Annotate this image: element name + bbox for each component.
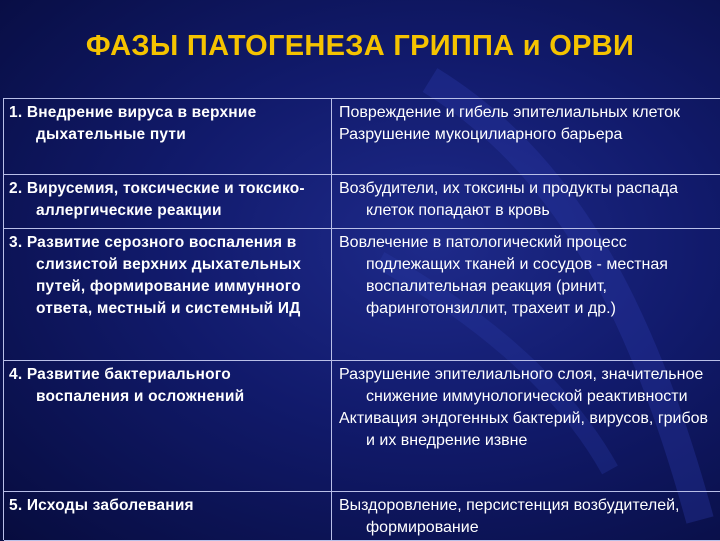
effect-text: Повреждение и гибель эпителиальных клеток <box>339 104 681 121</box>
effects-cell-1 <box>332 99 720 175</box>
phase-cell-1 <box>4 99 332 175</box>
phase-cell-2 <box>4 175 332 229</box>
effects-cell-2 <box>332 175 720 229</box>
effect-text: Активация эндогенных бактерий, вирусов, грибов и их внедрение извне <box>339 410 709 449</box>
phase-cell-4 <box>4 361 332 492</box>
slide-title: ФАЗЫ ПАТОГЕНЕЗА ГРИППА и ОРВИ <box>85 30 635 62</box>
effects-cell-4 <box>332 361 720 492</box>
effect-text: Вовлечение в патологический процесс подлежащих тканей и сосудов - местная воспалительная реакция (ринит, фаринготонзиллит, трахеит и др.) <box>339 234 668 317</box>
phase-cell-3 <box>4 229 332 361</box>
effect-text: Разрушение мукоцилиарного барьера <box>339 126 623 143</box>
effect-text: Возбудители, их токсины и продукты распада клеток попадают в кровь <box>339 180 678 219</box>
phase-text: 3. Развитие серозного воспаления в слизистой верхних дыхательных путей, формирование иммунного ответа, местный и системный ИД <box>9 234 302 317</box>
phase-text: 4. Развитие бактериального воспаления и осложнений <box>9 366 245 405</box>
effect-text: Выздоровление, персистенция возбудителей, формирование <box>339 497 680 536</box>
effects-cell-5 <box>332 492 720 541</box>
phases-table <box>3 98 720 540</box>
phase-text: 5. Исходы заболевания <box>9 497 194 514</box>
effect-text: Разрушение эпителиального слоя, значительное снижение иммунологической реактивности <box>339 366 704 405</box>
effects-cell-3 <box>332 229 720 361</box>
phase-cell-5 <box>4 492 332 541</box>
phase-text: 1. Внедрение вируса в верхние дыхательные пути <box>9 104 257 143</box>
phase-text: 2. Вирусемия, токсические и токсико-аллергические реакции <box>9 180 305 219</box>
